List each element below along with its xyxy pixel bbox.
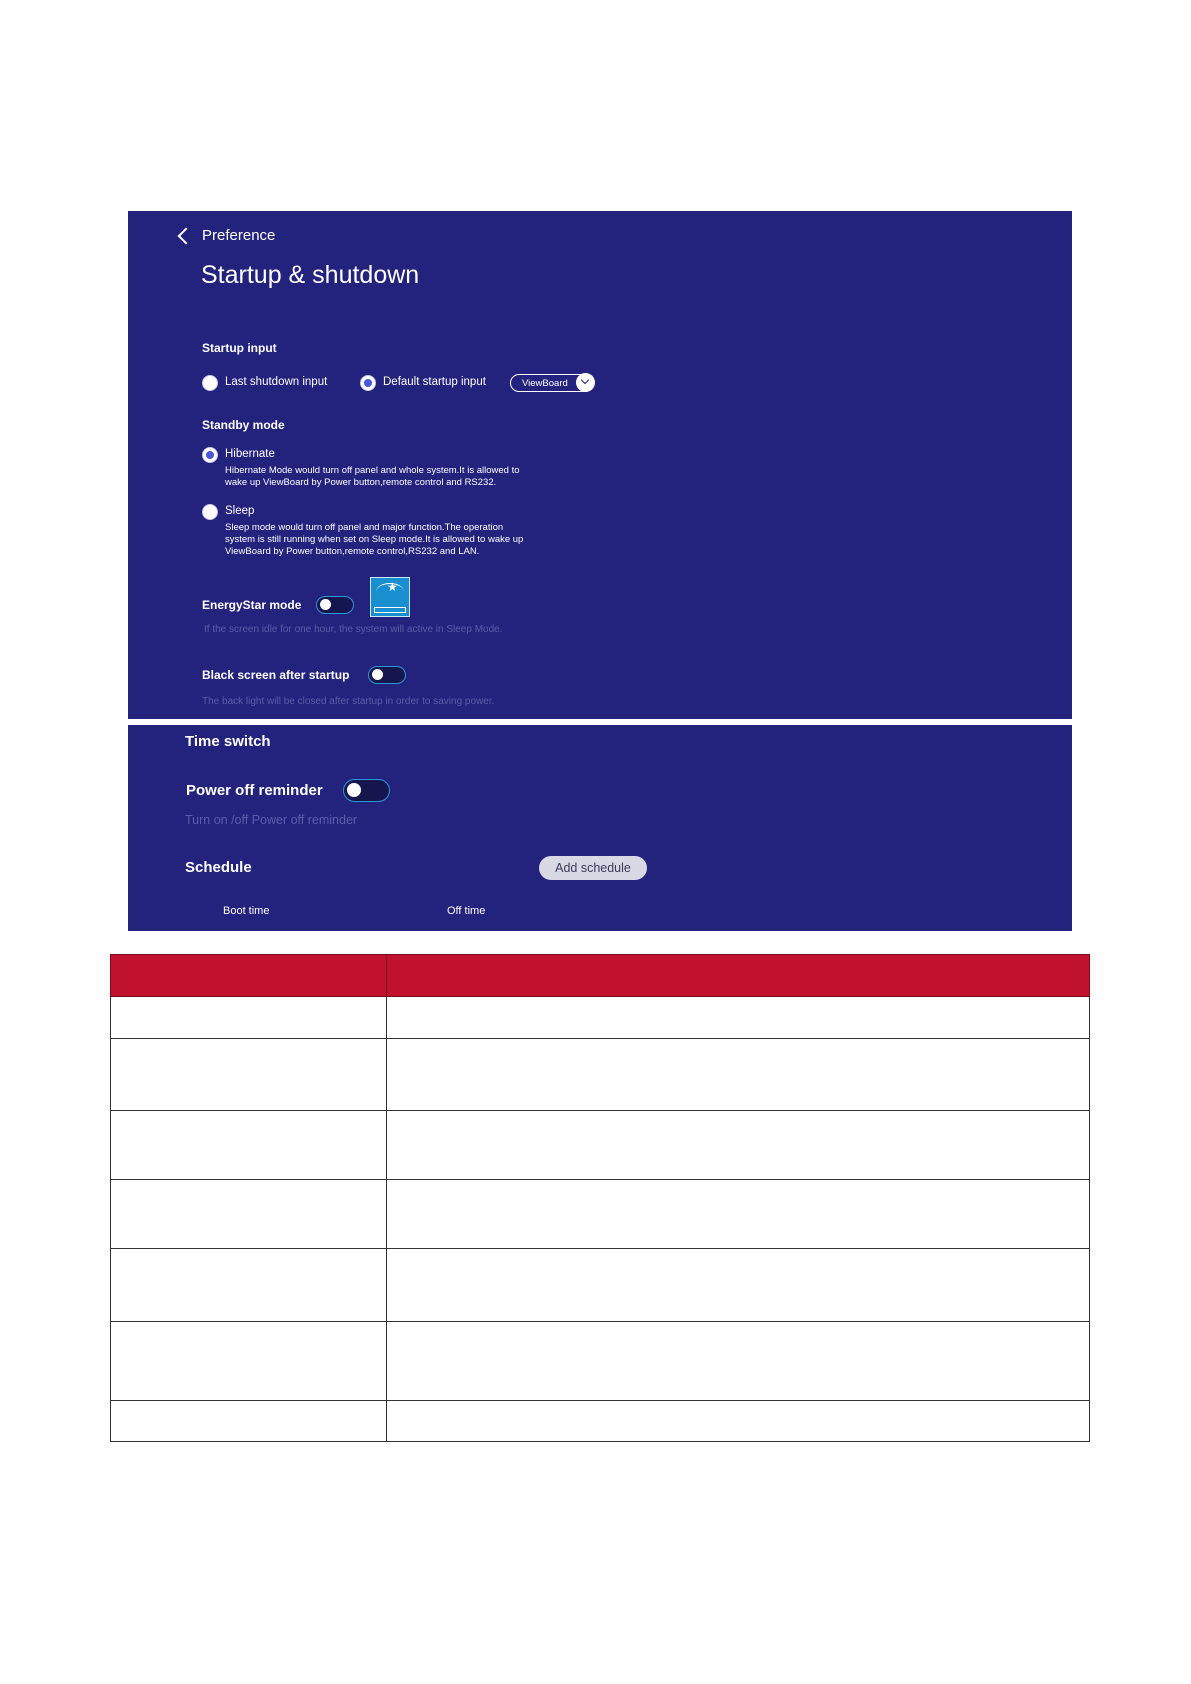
column-boot-time: Boot time [223,905,270,917]
energy-star-logo [370,577,410,617]
column-divider [386,1401,387,1441]
startup-shutdown-panel [128,211,1072,719]
sleep-description-line: ViewBoard by Power button,remote control,RS232 and LAN. [225,546,480,557]
startup-source-select[interactable] [510,374,594,392]
time-switch-panel [128,725,1072,931]
logo-bar [374,607,406,613]
radio-button-selected[interactable] [202,447,218,463]
energystar-label: EnergyStar mode [202,598,302,612]
settings-table [110,954,1090,1442]
table-row [110,1322,1090,1401]
hibernate-description-line: wake up ViewBoard by Power button,remote control and RS232. [225,477,497,488]
table-row [110,1249,1090,1322]
sleep-description-line: system is still running when set on Sleep mode.It is allowed to wake up [225,534,524,545]
power-off-reminder-toggle[interactable] [343,779,390,802]
toggle-knob [347,783,361,797]
black-screen-toggle[interactable] [368,666,406,684]
power-off-reminder-label: Power off reminder [186,782,323,799]
table-row [110,1039,1090,1111]
toggle-knob [320,599,331,610]
column-off-time: Off time [447,905,486,917]
sleep-description-line: Sleep mode would turn off panel and major function.The operation [225,522,504,533]
radio-button-selected[interactable] [360,375,376,391]
power-off-reminder-hint: Turn on /off Power off reminder [185,813,358,827]
radio-label: Last shutdown input [225,376,328,388]
column-divider [386,955,387,996]
column-divider [386,1039,387,1110]
black-screen-label: Black screen after startup [202,668,350,682]
hibernate-description-line: Hibernate Mode would turn off panel and whole system.It is allowed to [225,465,520,476]
energystar-hint: If the screen idle for one hour, the system will active in Sleep Mode. [204,624,503,635]
radio-label: Default startup input [383,376,486,388]
radio-button[interactable] [202,504,218,520]
toggle-knob [372,669,383,680]
column-divider [386,1249,387,1321]
page-title: Startup & shutdown [201,261,420,289]
table-row [110,1111,1090,1180]
column-divider [386,1111,387,1179]
chevron-down-icon [576,373,595,392]
standby-mode-heading: Standby mode [202,418,285,432]
add-schedule-button[interactable]: Add schedule [539,856,647,880]
startup-input-heading: Startup input [202,341,277,355]
radio-label: Hibernate [225,448,275,460]
table-row [110,1180,1090,1249]
chevron-left-icon [178,228,195,245]
column-divider [386,997,387,1038]
radio-label: Sleep [225,505,255,517]
table-row [110,997,1090,1039]
column-divider [386,1322,387,1400]
time-switch-heading: Time switch [185,733,271,750]
select-value: ViewBoard [522,378,568,389]
radio-button[interactable] [202,375,218,391]
table-row [110,1401,1090,1442]
column-divider [386,1180,387,1248]
energystar-toggle[interactable] [316,596,354,614]
schedule-heading: Schedule [185,859,252,876]
table-header-row [110,954,1090,997]
star-icon: ★ [387,580,398,594]
black-screen-hint: The back light will be closed after startup in order to saving power. [202,696,495,707]
back-label: Preference [202,227,276,244]
